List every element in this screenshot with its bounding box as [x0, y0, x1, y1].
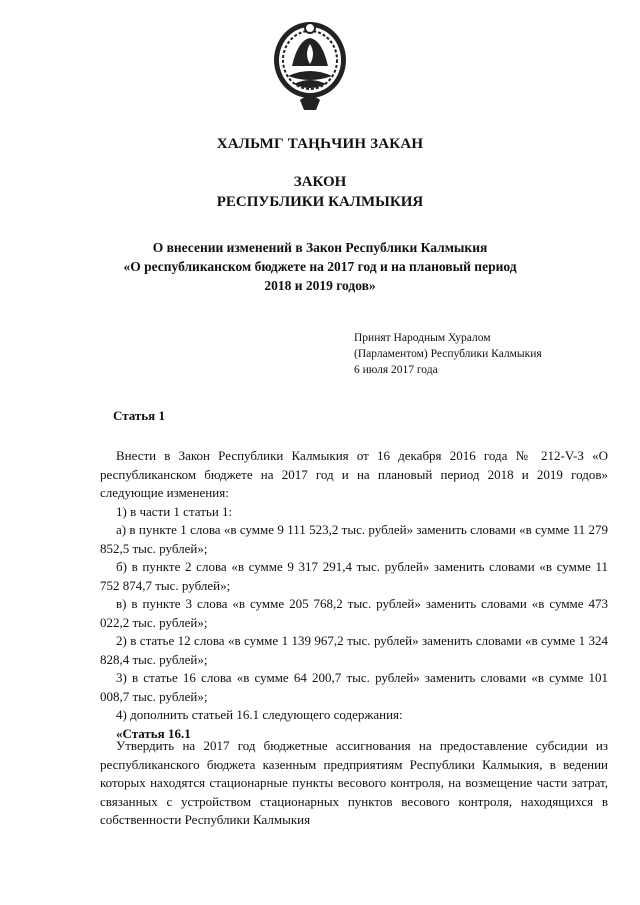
- law-title-line3: 2018 и 2019 годов»: [264, 278, 376, 293]
- article-16-1-text: Утвердить на 2017 год бюджетные ассигнования на предоставление субсидии из республиканского бюджета казенным предприятиям Республики Калмыкия, в ведении которых находятся стационарные пункты весового контроля, на возмещение части затрат, связанных с устройством стационарных пунктов весового контроля, находящихся в собственности Республики Калмыкия: [100, 738, 608, 827]
- article-1-body: [100, 447, 608, 743]
- amendment-item-1b: б) в пункте 2 слова «в сумме 9 317 291,4 тыс. рублей» заменить словами «в сумме 11 752 874,7 тыс. рублей»;: [100, 559, 608, 593]
- article-1-intro: Внести в Закон Республики Калмыкия от 16 декабря 2016 года № 212-V-З «О республиканском бюджете на 2017 год и на плановый период 2018 и 2019 годов» следующие изменения:: [100, 448, 608, 500]
- new-article-heading: «Статья 16.1: [116, 725, 191, 741]
- kalmyk-title: ХАЛЬМГ ТАҢҺЧИН ЗАКАН: [216, 136, 424, 152]
- law-title: [0, 238, 640, 295]
- article-1-heading: Статья 1: [113, 408, 165, 423]
- article-16-1-body: [100, 737, 608, 830]
- law-word: ЗАКОН: [293, 174, 347, 190]
- adoption-line3: 6 июля 2017 года: [354, 364, 438, 376]
- coat-of-arms-emblem: [270, 18, 350, 114]
- adoption-line2: (Парламентом) Республики Калмыкия: [354, 348, 542, 360]
- amendment-item-3: 3) в статье 16 слова «в сумме 64 200,7 тыс. рублей» заменить словами «в сумме 101 008,7 тыс. рублей»;: [100, 670, 608, 704]
- amendment-item-2: 2) в статье 12 слова «в сумме 1 139 967,2 тыс. рублей» заменить словами «в сумме 1 324 828,4 тыс. рублей»;: [100, 633, 608, 667]
- adoption-line1: Принят Народным Хуралом: [354, 332, 491, 344]
- amendment-item-1: 1) в части 1 статьи 1:: [116, 503, 233, 519]
- law-title-line1: О внесении изменений в Закон Республики Калмыкия: [152, 240, 488, 255]
- law-title-line2: «О республиканском бюджете на 2017 год и на плановый период: [123, 259, 517, 274]
- amendment-item-1c: в) в пункте 3 слова «в сумме 205 768,2 тыс. рублей» заменить словами «в сумме 473 022,2 тыс. рублей»;: [100, 596, 608, 630]
- amendment-item-1a: а) в пункте 1 слова «в сумме 9 111 523,2 тыс. рублей» заменить словами «в сумме 11 279 852,5 тыс. рублей»;: [100, 522, 608, 556]
- amendment-item-4: 4) дополнить статьей 16.1 следующего содержания:: [116, 707, 403, 722]
- republic-name: РЕСПУБЛИКИ КАЛМЫКИЯ: [216, 194, 424, 210]
- law-heading: [0, 172, 640, 212]
- adoption-note: [354, 330, 542, 378]
